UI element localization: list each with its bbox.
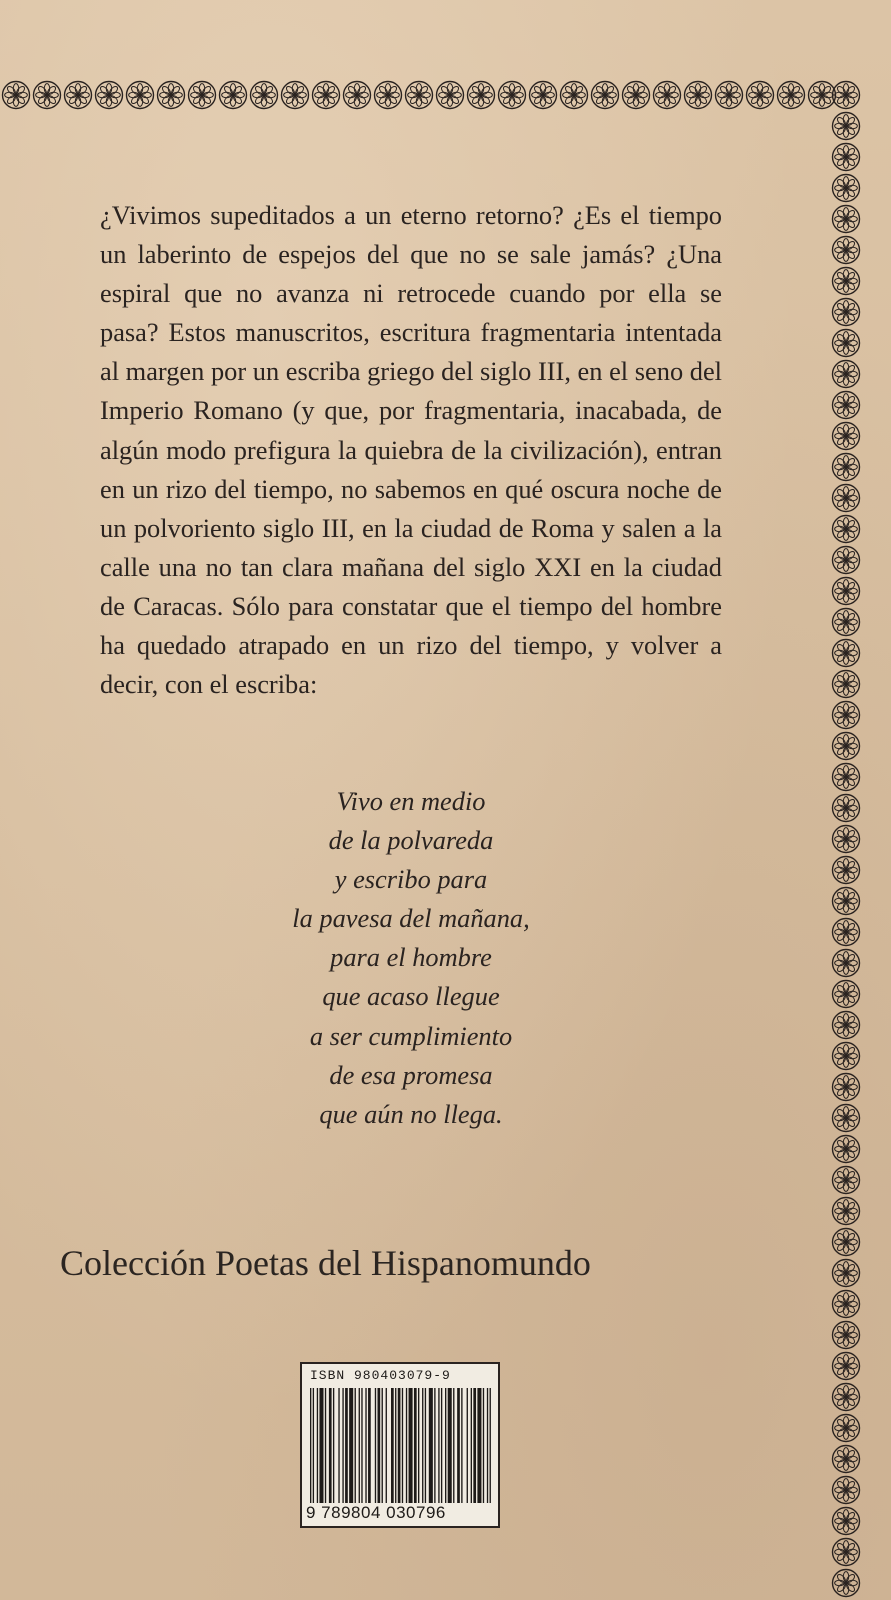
rosette-icon bbox=[833, 1167, 860, 1194]
rosette-icon bbox=[833, 1322, 860, 1349]
rosette-icon bbox=[833, 361, 860, 388]
rosette-icon bbox=[251, 82, 278, 109]
rosette-icon bbox=[833, 764, 860, 791]
verse-block bbox=[100, 782, 722, 1134]
rosette-icon bbox=[833, 1105, 860, 1132]
verse-line: la pavesa del mañana, bbox=[292, 903, 530, 934]
rosette-icon bbox=[833, 237, 860, 264]
rosette-icon bbox=[833, 1353, 860, 1380]
rosette-icon bbox=[833, 268, 860, 295]
rosette-icon bbox=[833, 1384, 860, 1411]
rosette-icon bbox=[833, 485, 860, 512]
rosette-icon bbox=[833, 888, 860, 915]
rosette-icon bbox=[313, 82, 340, 109]
rosette-icon bbox=[833, 1508, 860, 1535]
rosette-icon bbox=[833, 671, 860, 698]
rosette-icon bbox=[220, 82, 247, 109]
rosette-icon bbox=[833, 330, 860, 357]
verse-line: de la polvareda bbox=[328, 825, 494, 856]
ornamental-border-right bbox=[829, 78, 863, 1600]
rosette-icon bbox=[468, 82, 495, 109]
rosette-icon bbox=[406, 82, 433, 109]
rosette-icon bbox=[833, 1260, 860, 1287]
verse-line: para el hombre bbox=[330, 942, 492, 973]
rosette-icon bbox=[833, 82, 860, 109]
ornamental-border-top bbox=[0, 78, 863, 112]
rosette-icon bbox=[833, 454, 860, 481]
rosette-icon bbox=[833, 547, 860, 574]
rosette-icon bbox=[685, 82, 712, 109]
rosette-icon bbox=[833, 423, 860, 450]
rosette-icon bbox=[96, 82, 123, 109]
rosette-icon bbox=[833, 857, 860, 884]
rosette-icon bbox=[833, 609, 860, 636]
isbn-text: ISBN 980403079-9 bbox=[310, 1368, 451, 1383]
verse-line: de esa promesa bbox=[329, 1059, 493, 1090]
rosette-icon bbox=[747, 82, 774, 109]
rosette-icon bbox=[499, 82, 526, 109]
rosette-icon bbox=[833, 1198, 860, 1225]
rosette-icon bbox=[530, 82, 557, 109]
rosette-icon bbox=[833, 1074, 860, 1101]
rosette-icon bbox=[833, 826, 860, 853]
rosette-icon bbox=[833, 392, 860, 419]
rosette-icon bbox=[3, 82, 30, 109]
rosette-icon bbox=[833, 733, 860, 760]
rosette-icon bbox=[833, 640, 860, 667]
rosette-icon bbox=[833, 702, 860, 729]
barcode-label bbox=[300, 1362, 500, 1528]
rosette-icon bbox=[282, 82, 309, 109]
rosette-icon bbox=[833, 950, 860, 977]
rosette-icon bbox=[833, 578, 860, 605]
rosette-icon bbox=[437, 82, 464, 109]
verse-line: a ser cumplimiento bbox=[309, 1020, 513, 1051]
rosette-icon bbox=[833, 175, 860, 202]
verse-line: y escribo para bbox=[334, 864, 488, 895]
rosette-icon bbox=[833, 919, 860, 946]
rosette-icon bbox=[833, 299, 860, 326]
rosette-icon bbox=[654, 82, 681, 109]
rosette-icon bbox=[833, 1291, 860, 1318]
rosette-icon bbox=[833, 516, 860, 543]
rosette-icon bbox=[34, 82, 61, 109]
rosette-icon bbox=[778, 82, 805, 109]
rosette-icon bbox=[158, 82, 185, 109]
rosette-icon bbox=[561, 82, 588, 109]
rosette-icon bbox=[833, 795, 860, 822]
rosette-icon bbox=[716, 82, 743, 109]
collection-title: Colección Poetas del Hispanomundo bbox=[60, 1243, 591, 1283]
barcode-bars bbox=[308, 1388, 494, 1503]
rosette-icon bbox=[344, 82, 371, 109]
barcode-number: 9 789804 030796 bbox=[306, 1503, 446, 1522]
rosette-icon bbox=[833, 113, 860, 140]
rosette-icon bbox=[592, 82, 619, 109]
verse-line: que aún no llega. bbox=[319, 1098, 503, 1129]
verse-line: que acaso llegue bbox=[322, 981, 500, 1012]
rosette-icon bbox=[833, 1446, 860, 1473]
rosette-icon bbox=[833, 1415, 860, 1442]
rosette-icon bbox=[833, 1570, 860, 1597]
rosette-icon bbox=[833, 1012, 860, 1039]
rosette-icon bbox=[65, 82, 92, 109]
rosette-icon bbox=[833, 1229, 860, 1256]
rosette-icon bbox=[127, 82, 154, 109]
rosette-icon bbox=[833, 1043, 860, 1070]
rosette-icon bbox=[833, 981, 860, 1008]
rosette-icon bbox=[833, 1136, 860, 1163]
rosette-icon bbox=[833, 206, 860, 233]
rosette-icon bbox=[375, 82, 402, 109]
synopsis-paragraph: ¿Vivimos supeditados a un eterno retorno? ¿Es el tiempo un laberinto de espejos del que no se sale jamás? ¿Una espiral que no avanza ni retrocede cuando por ella se pasa? Estos manuscritos, escritura fragmentaria intentada al margen por un escriba griego del siglo III, en el seno del Imperio Romano (y que, por fragmentaria, inacabada, de algún modo prefigura la quiebra de la civilización), entran en un rizo del tiempo, no sabemos en qué oscura noche de un polvoriento siglo III, en la ciudad de Roma y salen a la calle una no tan clara mañana del siglo XXI en la ciudad de Caracas. Sólo para constatar que el tiempo del hombre ha quedado atrapado en un rizo del tiempo, y volver a decir, con el escriba: bbox=[100, 200, 722, 700]
rosette-icon bbox=[189, 82, 216, 109]
rosette-icon bbox=[833, 144, 860, 171]
rosette-icon bbox=[833, 1539, 860, 1566]
verse-line: Vivo en medio bbox=[336, 786, 486, 816]
rosette-icon bbox=[623, 82, 650, 109]
rosette-icon bbox=[833, 1477, 860, 1504]
